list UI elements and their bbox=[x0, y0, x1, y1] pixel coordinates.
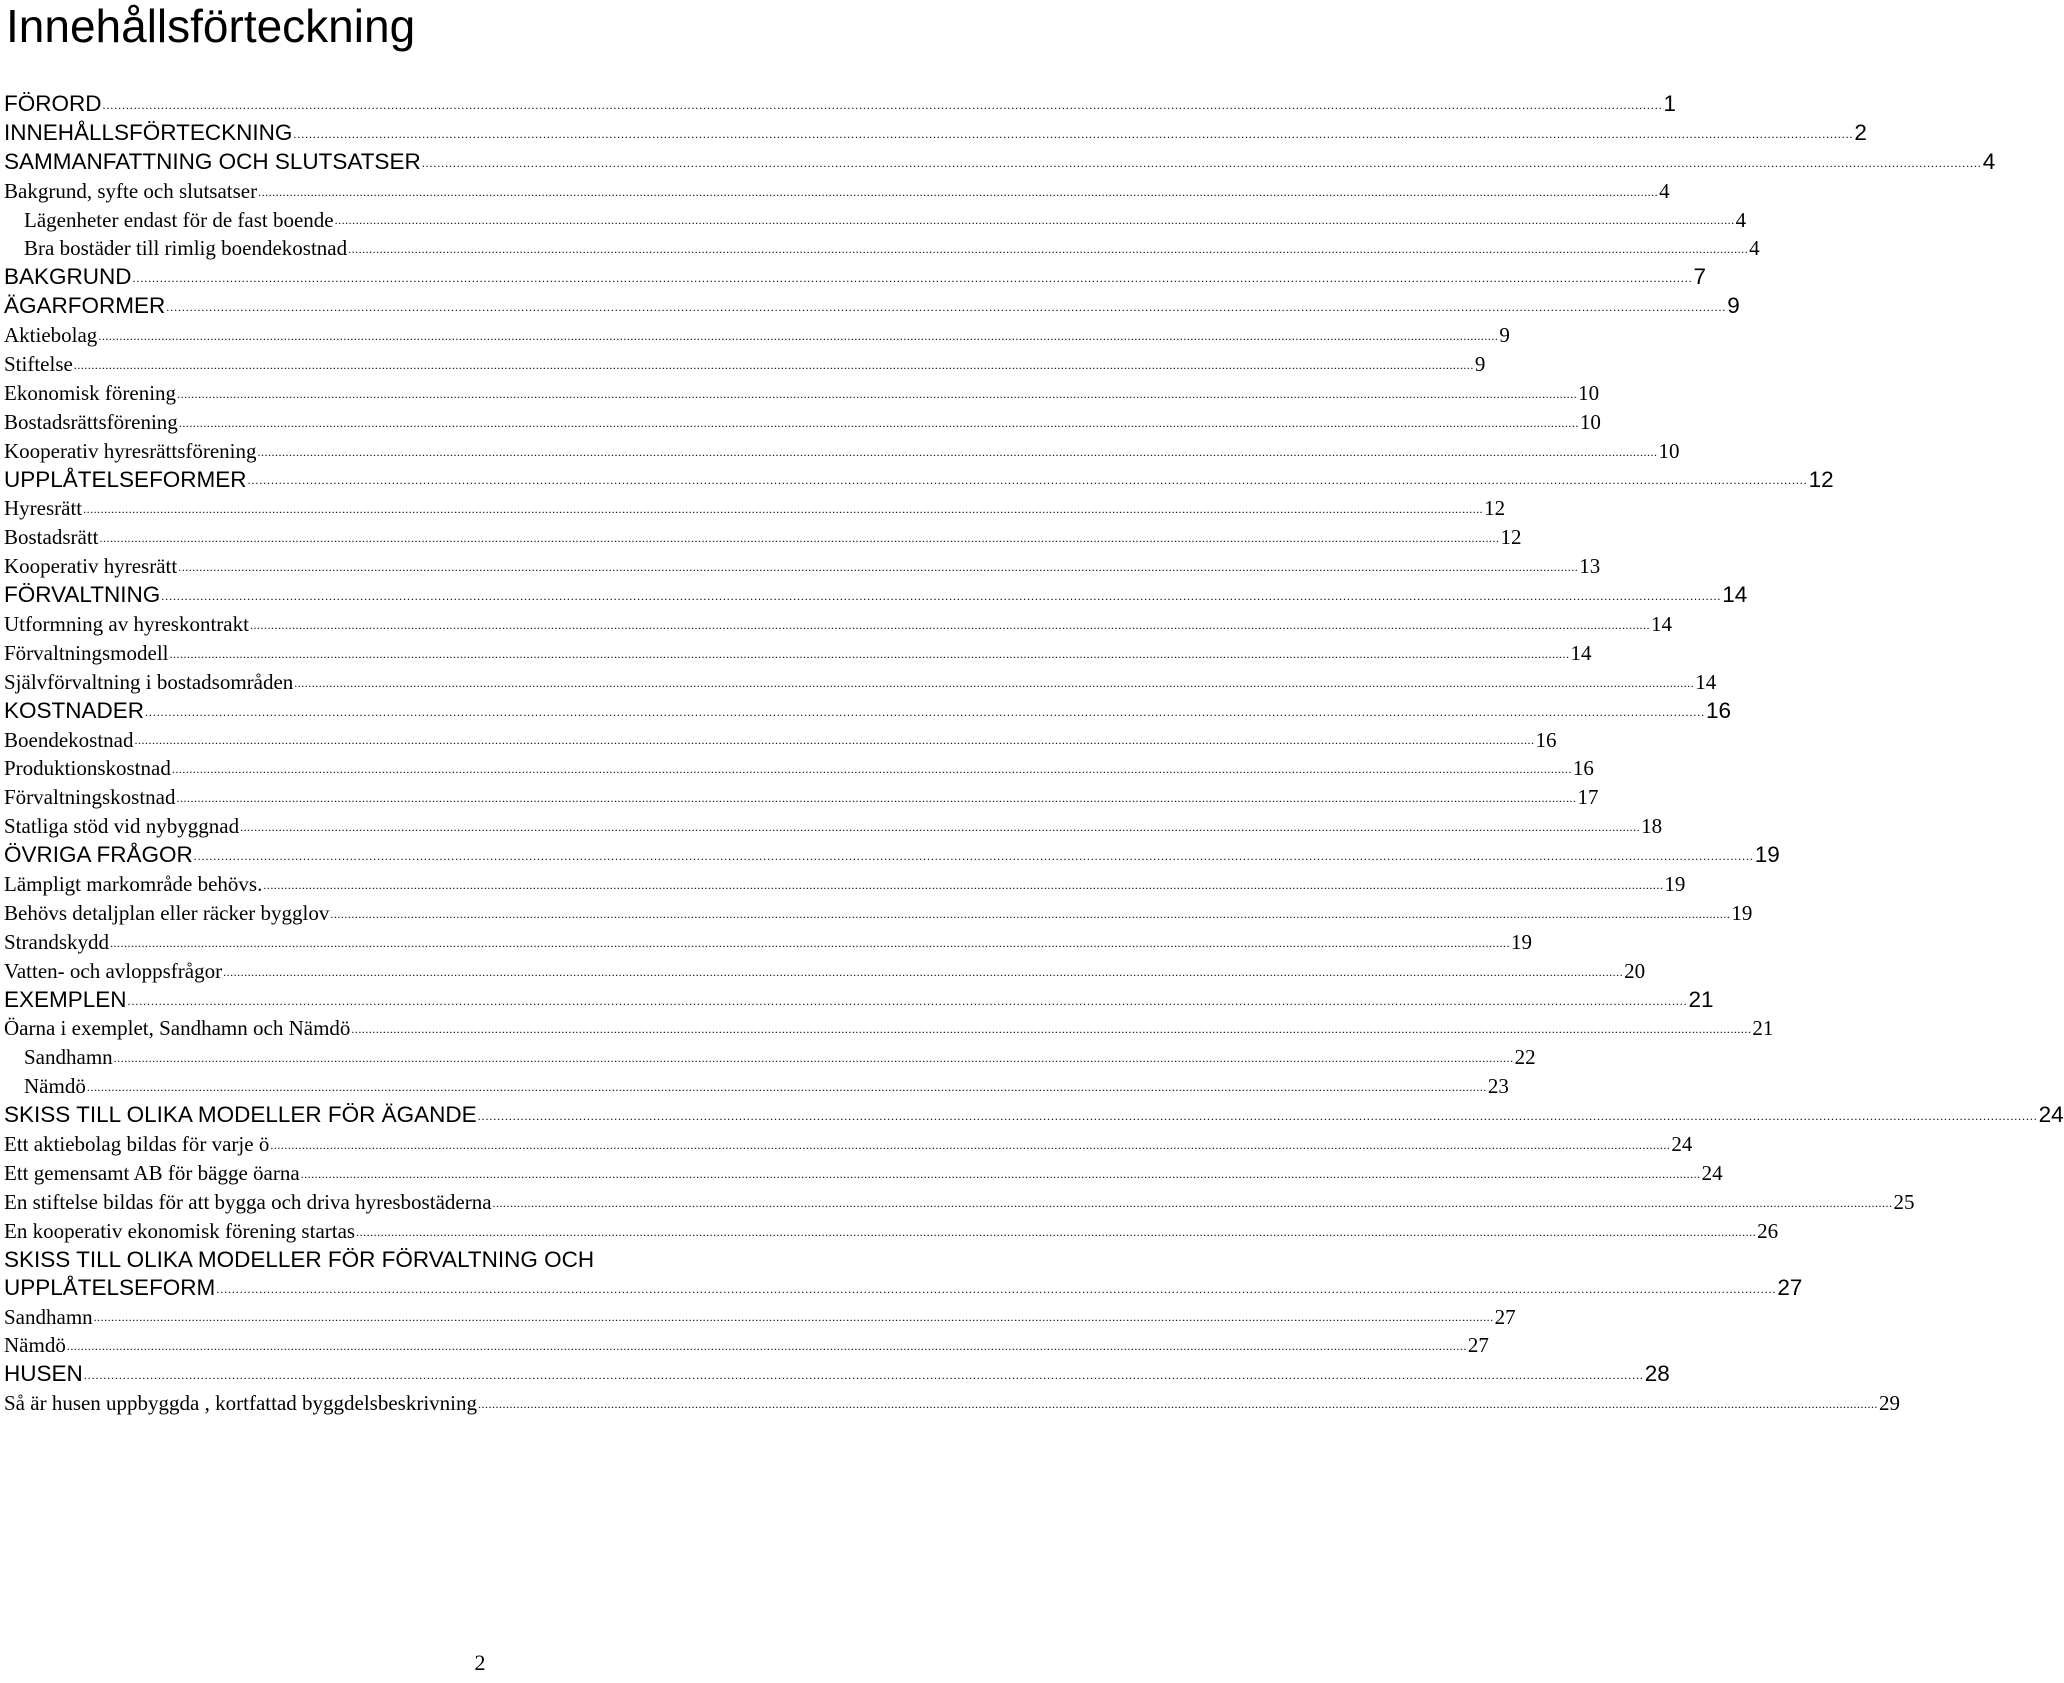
toc-entry[interactable] bbox=[4, 1360, 1670, 1389]
toc-entry[interactable] bbox=[4, 639, 1592, 668]
toc-entry-label: Aktiebolag bbox=[4, 323, 98, 348]
toc-entry-page: 27 bbox=[1467, 1333, 1489, 1358]
toc-entry-label: Förvaltningskostnad bbox=[4, 785, 176, 810]
dot-leader: ................................................................................................................................................................................................................................................................................................................................................................................................................ bbox=[171, 762, 1572, 777]
toc-entry-label: Hyresrätt bbox=[4, 496, 83, 521]
toc-entry-label: Ett aktiebolag bildas för varje ö bbox=[4, 1132, 270, 1157]
toc-entry[interactable] bbox=[4, 697, 1732, 726]
toc-entry-page: 17 bbox=[1577, 785, 1599, 810]
toc-entry-page: 16 bbox=[1706, 697, 1732, 723]
toc-entry-page: 28 bbox=[1644, 1361, 1670, 1387]
toc-entry-page: 20 bbox=[1624, 958, 1646, 983]
dot-leader: ................................................................................................................................................................................................................................................................................................................................................................................................................ bbox=[257, 444, 1658, 459]
toc-entry-page: 12 bbox=[1808, 466, 1834, 492]
toc-entry-label: Strandskydd bbox=[4, 929, 109, 954]
dot-leader: ................................................................................................................................................................................................................................................................................................................................................................................................................ bbox=[270, 1137, 1671, 1152]
dot-leader: ................................................................................................................................................................................................................................................................................................................................................................................................................ bbox=[193, 849, 1754, 864]
toc-entry[interactable] bbox=[4, 379, 1600, 408]
toc-entry-page: 16 bbox=[1535, 727, 1557, 752]
toc-entry-label: Sandhamn bbox=[24, 1045, 113, 1070]
toc-entry-page: 21 bbox=[1752, 1016, 1774, 1041]
toc-entry[interactable] bbox=[4, 350, 1486, 379]
dot-leader: ................................................................................................................................................................................................................................................................................................................................................................................................................ bbox=[145, 704, 1706, 719]
toc-entry[interactable] bbox=[4, 1015, 1774, 1044]
toc-entry-label: Vatten- och avloppsfrågor bbox=[4, 958, 223, 983]
toc-entry-label: Kooperativ hyresrättsförening bbox=[4, 438, 257, 463]
dot-leader: ................................................................................................................................................................................................................................................................................................................................................................................................................ bbox=[294, 675, 1695, 690]
dot-leader: ................................................................................................................................................................................................................................................................................................................................................................................................................ bbox=[66, 1339, 1467, 1354]
toc-entry-label: Bostadsrätt bbox=[4, 525, 99, 550]
toc-entry-page: 23 bbox=[1487, 1074, 1509, 1099]
dot-leader: ................................................................................................................................................................................................................................................................................................................................................................................................................ bbox=[83, 502, 1484, 517]
dot-leader: ................................................................................................................................................................................................................................................................................................................................................................................................................ bbox=[330, 906, 1731, 921]
dot-leader: ................................................................................................................................................................................................................................................................................................................................................................................................................ bbox=[166, 300, 1727, 315]
toc-entry[interactable] bbox=[4, 119, 1867, 148]
dot-leader: ................................................................................................................................................................................................................................................................................................................................................................................................................ bbox=[161, 589, 1722, 604]
toc-entry[interactable] bbox=[4, 234, 1760, 263]
toc-entry-page: 7 bbox=[1693, 264, 1707, 290]
toc-entry-label: FÖRORD bbox=[4, 90, 102, 116]
toc-entry-label: KOSTNADER bbox=[4, 697, 145, 723]
dot-leader: ................................................................................................................................................................................................................................................................................................................................................................................................................ bbox=[247, 473, 1808, 488]
toc-entry-label: Produktionskostnad bbox=[4, 756, 171, 781]
toc-entry[interactable] bbox=[4, 177, 1670, 206]
toc-entry-label: Bra bostäder till rimlig boendekostnad bbox=[24, 236, 348, 261]
table-of-contents bbox=[4, 90, 2064, 1418]
toc-entry-label: Ett gemensamt AB för bägge öarna bbox=[4, 1160, 300, 1185]
toc-entry-label: Öarna i exemplet, Sandhamn och Nämdö bbox=[4, 1016, 351, 1041]
toc-entry[interactable] bbox=[4, 1130, 1693, 1159]
toc-entry-page: 29 bbox=[1879, 1391, 1900, 1416]
toc-entry-page: 26 bbox=[1757, 1218, 1779, 1243]
toc-entry[interactable] bbox=[4, 437, 1680, 466]
dot-leader: ................................................................................................................................................................................................................................................................................................................................................................................................................ bbox=[169, 646, 1570, 661]
toc-entry-label: UPPLÅTELSEFORM bbox=[4, 1274, 216, 1300]
toc-entry-label: SAMMANFATTNING OCH SLUTSATSER bbox=[4, 148, 421, 174]
toc-entry-page: 21 bbox=[1688, 986, 1714, 1012]
toc-entry[interactable] bbox=[4, 812, 1663, 841]
toc-entry[interactable] bbox=[4, 1101, 2064, 1130]
dot-leader: ................................................................................................................................................................................................................................................................................................................................................................................................................ bbox=[348, 242, 1749, 257]
toc-entry[interactable] bbox=[4, 783, 1599, 812]
toc-entry[interactable] bbox=[4, 1303, 1516, 1332]
dot-leader: ................................................................................................................................................................................................................................................................................................................................................................................................................ bbox=[132, 271, 1693, 286]
toc-entry-label: ÄGARFORMER bbox=[4, 293, 166, 319]
dot-leader: ................................................................................................................................................................................................................................................................................................................................................................................................................ bbox=[223, 964, 1624, 979]
toc-entry-page: 9 bbox=[1474, 352, 1486, 376]
toc-entry[interactable] bbox=[4, 1273, 1803, 1303]
toc-entry[interactable] bbox=[4, 1389, 1900, 1418]
dot-leader: ................................................................................................................................................................................................................................................................................................................................................................................................................ bbox=[178, 560, 1579, 575]
dot-leader: ................................................................................................................................................................................................................................................................................................................................................................................................................ bbox=[86, 1080, 1487, 1095]
toc-entry-label: Boendekostnad bbox=[4, 727, 134, 752]
toc-entry[interactable] bbox=[4, 206, 1747, 235]
toc-entry[interactable] bbox=[4, 986, 1714, 1015]
dot-leader: ................................................................................................................................................................................................................................................................................................................................................................................................................ bbox=[258, 184, 1659, 199]
toc-entry-page: 24 bbox=[2038, 1102, 2064, 1128]
toc-entry-page: 4 bbox=[1735, 207, 1747, 232]
toc-entry[interactable] bbox=[4, 1246, 953, 1275]
toc-entry-label: INNEHÅLLSFÖRTECKNING bbox=[4, 119, 293, 145]
dot-leader: ................................................................................................................................................................................................................................................................................................................................................................................................................ bbox=[99, 531, 1500, 546]
dot-leader: ................................................................................................................................................................................................................................................................................................................................................................................................................ bbox=[177, 386, 1578, 401]
toc-entry[interactable] bbox=[4, 581, 1748, 610]
toc-entry[interactable] bbox=[4, 668, 1717, 697]
toc-entry[interactable] bbox=[4, 1217, 1779, 1246]
toc-entry[interactable] bbox=[4, 408, 1601, 437]
toc-entry-page: 19 bbox=[1754, 842, 1780, 868]
dot-leader: ................................................................................................................................................................................................................................................................................................................................................................................................................ bbox=[127, 993, 1688, 1008]
toc-entry-page: 14 bbox=[1650, 612, 1672, 637]
dot-leader: ................................................................................................................................................................................................................................................................................................................................................................................................................ bbox=[263, 877, 1664, 892]
toc-entry-label: EXEMPLEN bbox=[4, 986, 127, 1012]
toc-entry[interactable] bbox=[4, 957, 1646, 986]
dot-leader: ................................................................................................................................................................................................................................................................................................................................................................................................................ bbox=[73, 357, 1474, 372]
toc-entry-label: ÖVRIGA FRÅGOR bbox=[4, 842, 193, 868]
toc-entry-label: Kooperativ hyresrätt bbox=[4, 554, 178, 579]
toc-entry-label: Ekonomisk förening bbox=[4, 380, 177, 405]
toc-entry-label: Utformning av hyreskontrakt bbox=[4, 612, 249, 637]
toc-entry[interactable] bbox=[4, 928, 1532, 957]
dot-leader: ................................................................................................................................................................................................................................................................................................................................................................................................................ bbox=[492, 1195, 1893, 1210]
toc-entry-page: 19 bbox=[1511, 929, 1532, 954]
toc-entry-page: 22 bbox=[1514, 1045, 1536, 1070]
toc-entry-label: Så är husen uppbyggda , kortfattad byggdelsbeskrivning bbox=[4, 1391, 477, 1416]
toc-entry-label: FÖRVALTNING bbox=[4, 582, 161, 608]
dot-leader: ................................................................................................................................................................................................................................................................................................................................................................................................................ bbox=[176, 791, 1577, 806]
dot-leader: ................................................................................................................................................................................................................................................................................................................................................................................................................ bbox=[334, 213, 1735, 228]
toc-entry-page: 27 bbox=[1777, 1274, 1803, 1300]
toc-entry-label: UPPLÅTELSEFORMER bbox=[4, 466, 247, 492]
toc-entry-page: 4 bbox=[1749, 236, 1760, 261]
toc-entry-label: En stiftelse bildas för att bygga och driva hyresbostäderna bbox=[4, 1189, 492, 1214]
toc-entry-page: 16 bbox=[1572, 756, 1594, 781]
dot-leader: ................................................................................................................................................................................................................................................................................................................................................................................................................ bbox=[240, 820, 1641, 835]
toc-entry-page: 1 bbox=[1663, 90, 1677, 116]
toc-entry-label: SKISS TILL OLIKA MODELLER FÖR ÄGANDE bbox=[4, 1102, 477, 1128]
toc-entry-page: 19 bbox=[1664, 872, 1686, 897]
toc-entry-label: Bostadsrättsförening bbox=[4, 409, 178, 434]
toc-entry-page: 10 bbox=[1579, 409, 1601, 434]
toc-entry-page: 24 bbox=[1671, 1132, 1693, 1157]
toc-entry-page: 4 bbox=[1982, 148, 1996, 174]
toc-entry[interactable] bbox=[4, 841, 1780, 870]
dot-leader: ................................................................................................................................................................................................................................................................................................................................................................................................................ bbox=[178, 415, 1579, 430]
toc-entry-label: BAKGRUND bbox=[4, 264, 132, 290]
toc-entry-label: Förvaltningsmodell bbox=[4, 640, 169, 665]
dot-leader: ................................................................................................................................................................................................................................................................................................................................................................................................................ bbox=[93, 1310, 1494, 1325]
dot-leader: ................................................................................................................................................................................................................................................................................................................................................................................................................ bbox=[351, 1022, 1752, 1037]
toc-entry-page: 9 bbox=[1727, 293, 1740, 319]
toc-entry-label: SKISS TILL OLIKA MODELLER FÖR FÖRVALTNING OCH bbox=[4, 1246, 595, 1272]
toc-entry-page: 12 bbox=[1484, 496, 1506, 521]
toc-entry[interactable] bbox=[4, 1043, 1536, 1072]
toc-entry[interactable] bbox=[4, 899, 1753, 928]
dot-leader: ................................................................................................................................................................................................................................................................................................................................................................................................................ bbox=[300, 1166, 1701, 1181]
toc-entry-page: 10 bbox=[1578, 380, 1600, 405]
toc-entry[interactable] bbox=[4, 610, 1672, 639]
toc-entry[interactable] bbox=[4, 1159, 1723, 1188]
dot-leader: ................................................................................................................................................................................................................................................................................................................................................................................................................ bbox=[98, 329, 1499, 344]
toc-entry[interactable] bbox=[4, 90, 1677, 119]
toc-entry[interactable] bbox=[4, 726, 1557, 755]
toc-entry-page: 4 bbox=[1659, 178, 1670, 203]
dot-leader: ................................................................................................................................................................................................................................................................................................................................................................................................................ bbox=[83, 1368, 1644, 1383]
toc-entry-label: Statliga stöd vid nybyggnad bbox=[4, 814, 240, 839]
dot-leader: ................................................................................................................................................................................................................................................................................................................................................................................................................ bbox=[249, 617, 1650, 632]
toc-entry-page: 13 bbox=[1579, 554, 1601, 579]
toc-entry-page: 9 bbox=[1499, 323, 1510, 348]
toc-entry[interactable] bbox=[4, 263, 1707, 292]
toc-entry-page: 10 bbox=[1658, 438, 1680, 463]
toc-entry-label: Självförvaltning i bostadsområden bbox=[4, 669, 294, 694]
toc-entry-page: 2 bbox=[1854, 119, 1867, 145]
dot-leader: ................................................................................................................................................................................................................................................................................................................................................................................................................ bbox=[421, 155, 1982, 170]
toc-entry-label: Lägenheter endast för de fast boende bbox=[24, 207, 334, 232]
toc-entry-label: Behövs detaljplan eller räcker bygglov bbox=[4, 900, 330, 925]
toc-entry-page: 14 bbox=[1722, 582, 1748, 608]
dot-leader: ................................................................................................................................................................................................................................................................................................................................................................................................................ bbox=[478, 1397, 1878, 1412]
dot-leader: ................................................................................................................................................................................................................................................................................................................................................................................................................ bbox=[110, 935, 1510, 950]
toc-entry-label: Nämdö bbox=[4, 1333, 66, 1358]
toc-entry[interactable] bbox=[4, 1331, 1489, 1360]
toc-entry-page: 25 bbox=[1893, 1189, 1915, 1214]
toc-entry-page: 14 bbox=[1695, 669, 1717, 694]
toc-entry[interactable] bbox=[4, 1188, 1915, 1217]
page-number: 2 bbox=[474, 1650, 486, 1675]
toc-entry-page: 18 bbox=[1641, 814, 1663, 839]
toc-entry-label: Bakgrund, syfte och slutsatser bbox=[4, 178, 258, 203]
toc-entry-label: Stiftelse bbox=[4, 352, 73, 376]
toc-entry[interactable] bbox=[4, 494, 1506, 523]
dot-leader: ................................................................................................................................................................................................................................................................................................................................................................................................................ bbox=[134, 733, 1535, 748]
dot-leader: ................................................................................................................................................................................................................................................................................................................................................................................................................ bbox=[293, 126, 1854, 141]
toc-entry[interactable] bbox=[4, 321, 1510, 350]
toc-entry[interactable] bbox=[4, 466, 1834, 495]
toc-entry[interactable] bbox=[4, 148, 1996, 177]
toc-entry[interactable] bbox=[4, 754, 1594, 783]
toc-entry-page: 12 bbox=[1500, 525, 1522, 550]
toc-entry[interactable] bbox=[4, 523, 1522, 552]
dot-leader: ................................................................................................................................................................................................................................................................................................................................................................................................................ bbox=[113, 1051, 1514, 1066]
dot-leader: ................................................................................................................................................................................................................................................................................................................................................................................................................ bbox=[216, 1281, 1777, 1296]
toc-entry-label: Nämdö bbox=[24, 1074, 86, 1099]
dot-leader: ................................................................................................................................................................................................................................................................................................................................................................................................................ bbox=[477, 1109, 2038, 1124]
toc-entry-label: HUSEN bbox=[4, 1361, 83, 1387]
toc-entry[interactable] bbox=[4, 292, 1740, 321]
toc-entry-page: 19 bbox=[1731, 900, 1753, 925]
toc-entry-label: Sandhamn bbox=[4, 1304, 93, 1329]
page-title: Innehållsförteckning bbox=[6, 0, 416, 52]
dot-leader: ................................................................................................................................................................................................................................................................................................................................................................................................................ bbox=[356, 1224, 1757, 1239]
toc-entry-page: 14 bbox=[1570, 640, 1592, 665]
toc-entry[interactable] bbox=[4, 1072, 1509, 1101]
toc-entry-page: 27 bbox=[1494, 1304, 1516, 1329]
toc-entry[interactable] bbox=[4, 552, 1601, 581]
toc-entry-label: En kooperativ ekonomisk förening startas bbox=[4, 1218, 356, 1243]
toc-entry-label: Lämpligt markområde behövs. bbox=[4, 872, 263, 897]
dot-leader: ................................................................................................................................................................................................................................................................................................................................................................................................................ bbox=[102, 97, 1663, 112]
toc-entry[interactable] bbox=[4, 870, 1686, 899]
toc-entry-page: 24 bbox=[1701, 1160, 1723, 1185]
